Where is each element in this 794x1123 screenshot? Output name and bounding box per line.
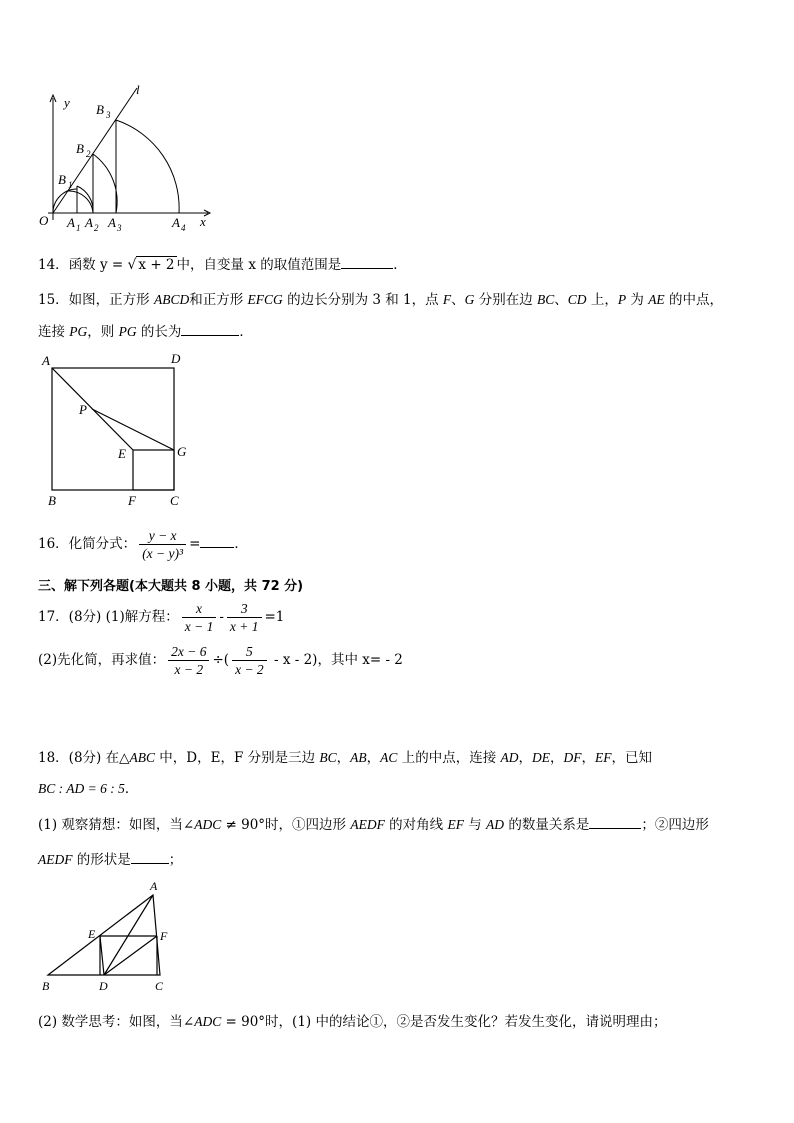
- q15-text-2a: 连接: [38, 324, 70, 340]
- q15-text-e: 上，: [586, 292, 618, 308]
- fig18-label-C: C: [155, 979, 164, 993]
- q18-ABC: ABC: [129, 750, 155, 765]
- q18-c3: ，: [518, 750, 533, 766]
- q18-text-d: ，已知: [611, 750, 653, 766]
- q18-text-3d: 与: [463, 817, 487, 833]
- q14-number: 14．: [38, 257, 69, 273]
- question-18-line-5: [38, 1012, 666, 1032]
- q18-AD-2: AD: [486, 817, 505, 832]
- question-17-line-1: [38, 597, 284, 637]
- q18-answer-blank-2[interactable]: [131, 851, 169, 864]
- q15-text-c: 的边长分别为 3 和 1，点: [282, 292, 443, 308]
- fig13-label-A3-sub: 3: [117, 223, 122, 233]
- q18-ADC: ADC: [194, 817, 222, 832]
- q17-text-2b: - x - 2)，其中 x= - 2: [269, 652, 403, 668]
- q17-f3-num: 2x − 6: [168, 643, 209, 661]
- q17-f3-den: x − 2: [174, 662, 204, 677]
- question-17-line-2: [38, 640, 403, 680]
- q18-text-b: 中，D，E，F 分别是三边: [154, 750, 320, 766]
- q14-answer-blank[interactable]: [341, 256, 393, 269]
- q16-numerator: y − x: [139, 527, 186, 545]
- q18-BC: BC: [319, 750, 337, 765]
- q17-eq: =1: [264, 609, 285, 625]
- q15-answer-blank[interactable]: [181, 323, 239, 336]
- q15-PG: PG: [69, 324, 88, 339]
- q17-minus: -: [219, 609, 224, 625]
- fig13-label-B3: B: [96, 102, 104, 117]
- q17-f2-den: x + 1: [229, 619, 259, 634]
- q18-ratio: BC : AD = 6 : 5: [38, 781, 125, 796]
- q15-text-d: 分别在边: [474, 292, 538, 308]
- q17-f4-num: 5: [232, 643, 267, 661]
- q15-F: F: [442, 292, 452, 307]
- section-3-title: 三、解下列各题(本大题共 8 小题，共 72 分): [38, 579, 304, 594]
- fig13-label-A2: A: [85, 215, 93, 230]
- fig15-label-A: A: [42, 353, 50, 368]
- q18-AB: AB: [350, 750, 367, 765]
- q14-text-post: 中，自变量 x 的取值范围是: [176, 257, 342, 273]
- q15-text-2c: 的长为: [136, 324, 182, 340]
- q15-text-g: 的中点，: [664, 292, 723, 308]
- figure-squares: [36, 348, 196, 513]
- fig15-label-E: E: [118, 446, 126, 461]
- fig13-label-B1-sub: 1: [68, 180, 73, 190]
- q18-DF: DF: [563, 750, 582, 765]
- q15-P: P: [617, 292, 627, 307]
- q15-end: ．: [239, 324, 253, 340]
- question-15-line-1: [38, 290, 723, 310]
- q17-f4-den: x − 2: [235, 662, 264, 677]
- q17-fraction-4: [232, 643, 267, 678]
- fig15-label-P: P: [79, 402, 87, 417]
- q15-sep2: 、: [554, 292, 568, 308]
- q18-ratio-end: ．: [124, 781, 139, 797]
- question-18-line-4: [38, 850, 182, 870]
- fig13-label-A2-sub: 2: [94, 223, 99, 233]
- q17-fraction-1: [182, 600, 217, 635]
- fig13-label-A3: A: [108, 215, 116, 230]
- fig13-label-O: O: [39, 213, 49, 228]
- question-18-line-1: [38, 748, 652, 768]
- q18-answer-blank-1[interactable]: [589, 816, 641, 829]
- q16-text-pre: 16．化简分式：: [38, 536, 137, 552]
- q18-EF: EF: [595, 750, 612, 765]
- q18-c4: ，: [550, 750, 564, 766]
- fig13-label-x: x: [200, 214, 206, 229]
- fig13-label-A1-sub: 1: [76, 223, 81, 233]
- q18-text-4b: 的形状是: [72, 852, 131, 868]
- question-15-line-2: [38, 322, 253, 342]
- q17-div: ÷(: [212, 652, 230, 668]
- q18-text-3b: ≠ 90°时，①四边形: [221, 817, 351, 833]
- q17-f1-den: x − 1: [184, 619, 214, 634]
- q17-text-2a: (2)先化简，再求值：: [38, 652, 166, 668]
- q16-end: ．: [234, 536, 248, 552]
- q15-text-2b: ，则: [87, 324, 119, 340]
- figure-triangle-midpoints: [36, 878, 181, 998]
- q18-EF-2: EF: [447, 817, 464, 832]
- q18-text-3c: 的对角线: [384, 817, 448, 833]
- q18-text-5b: = 90°时，(1) 中的结论①，②是否发生变化？若发生变化，请说明理由；: [221, 1014, 667, 1030]
- q15-AE: AE: [648, 292, 665, 307]
- fig15-label-D: D: [171, 351, 181, 366]
- fig15-label-B: B: [48, 493, 56, 508]
- fig13-label-A4: A: [172, 215, 180, 230]
- q18-text-3f: ；②四边形: [641, 817, 709, 833]
- q18-c5: ，: [581, 750, 596, 766]
- fig15-label-G: G: [177, 444, 187, 459]
- fig18-label-A: A: [150, 879, 158, 893]
- q18-c1: ，: [336, 750, 351, 766]
- q16-fraction: [139, 527, 186, 562]
- q18-c2: ，: [366, 750, 381, 766]
- q14-end: ．: [393, 257, 407, 273]
- q18-AEDF-2: AEDF: [38, 852, 73, 867]
- fig13-label-B2-sub: 2: [86, 149, 91, 159]
- q18-text-c: 上的中点，连接: [397, 750, 501, 766]
- fig13-label-y: y: [64, 95, 70, 110]
- q18-AD: AD: [500, 750, 519, 765]
- q17-fraction-3: [168, 643, 209, 678]
- q17-f1-num: x: [182, 600, 217, 618]
- q17-f2-num: 3: [227, 600, 262, 618]
- q15-PG-2: PG: [118, 324, 137, 339]
- q15-text-a: 15．如图，正方形: [38, 292, 154, 308]
- q15-text-f: 为: [626, 292, 649, 308]
- q17-text-a: 17．(8分) (1)解方程：: [38, 609, 179, 625]
- q16-answer-blank[interactable]: [200, 535, 234, 548]
- question-18-line-3: [38, 815, 709, 835]
- q18-ADC-2: ADC: [194, 1014, 222, 1029]
- q18-text-4end: ；: [168, 852, 183, 868]
- q18-AC: AC: [380, 750, 398, 765]
- fig13-label-l: l: [136, 82, 140, 97]
- fig18-label-E: E: [88, 927, 96, 941]
- q15-text-b: 和正方形: [189, 292, 248, 308]
- question-16: [38, 524, 248, 564]
- q15-sep: 、: [451, 292, 465, 308]
- q18-text-a: 18．(8分) 在△: [38, 750, 130, 766]
- q14-radicand: x + 2: [138, 257, 175, 273]
- q18-DE: DE: [532, 750, 551, 765]
- q15-BC: BC: [537, 292, 555, 307]
- fig18-label-F: F: [160, 929, 168, 943]
- fig18-label-D: D: [99, 979, 108, 993]
- q15-EFCG: EFCG: [247, 292, 283, 307]
- q14-text-pre: 函数 y =: [68, 257, 128, 273]
- q17-fraction-2: [227, 600, 262, 635]
- fig18-label-B: B: [42, 979, 50, 993]
- figure-staircase-arcs: [30, 80, 220, 235]
- fig13-label-B3-sub: 3: [106, 110, 111, 120]
- q18-text-3a: (1) 观察猜想：如图，当∠: [38, 817, 195, 833]
- fig13-label-A4-sub: 4: [181, 223, 186, 233]
- fig13-label-B1: B: [58, 172, 66, 187]
- q16-denominator: (x − y)³: [142, 546, 184, 561]
- q18-AEDF: AEDF: [350, 817, 385, 832]
- q15-ABCD: ABCD: [153, 292, 190, 307]
- q15-CD: CD: [567, 292, 587, 307]
- q18-text-5a: (2) 数学思考：如图，当∠: [38, 1014, 195, 1030]
- fig13-label-B2: B: [76, 141, 84, 156]
- question-18-line-2: [38, 779, 138, 799]
- question-14: 14．函数 y = √ x + 2 中，自变量 x 的取值范围是 ．: [38, 257, 407, 273]
- q15-G: G: [464, 292, 475, 307]
- q16-equals: =: [189, 536, 201, 552]
- fig13-label-A1: A: [67, 215, 75, 230]
- fig15-label-F: F: [128, 493, 136, 508]
- fig15-label-C: C: [170, 493, 179, 508]
- q18-text-3e: 的数量关系是: [504, 817, 590, 833]
